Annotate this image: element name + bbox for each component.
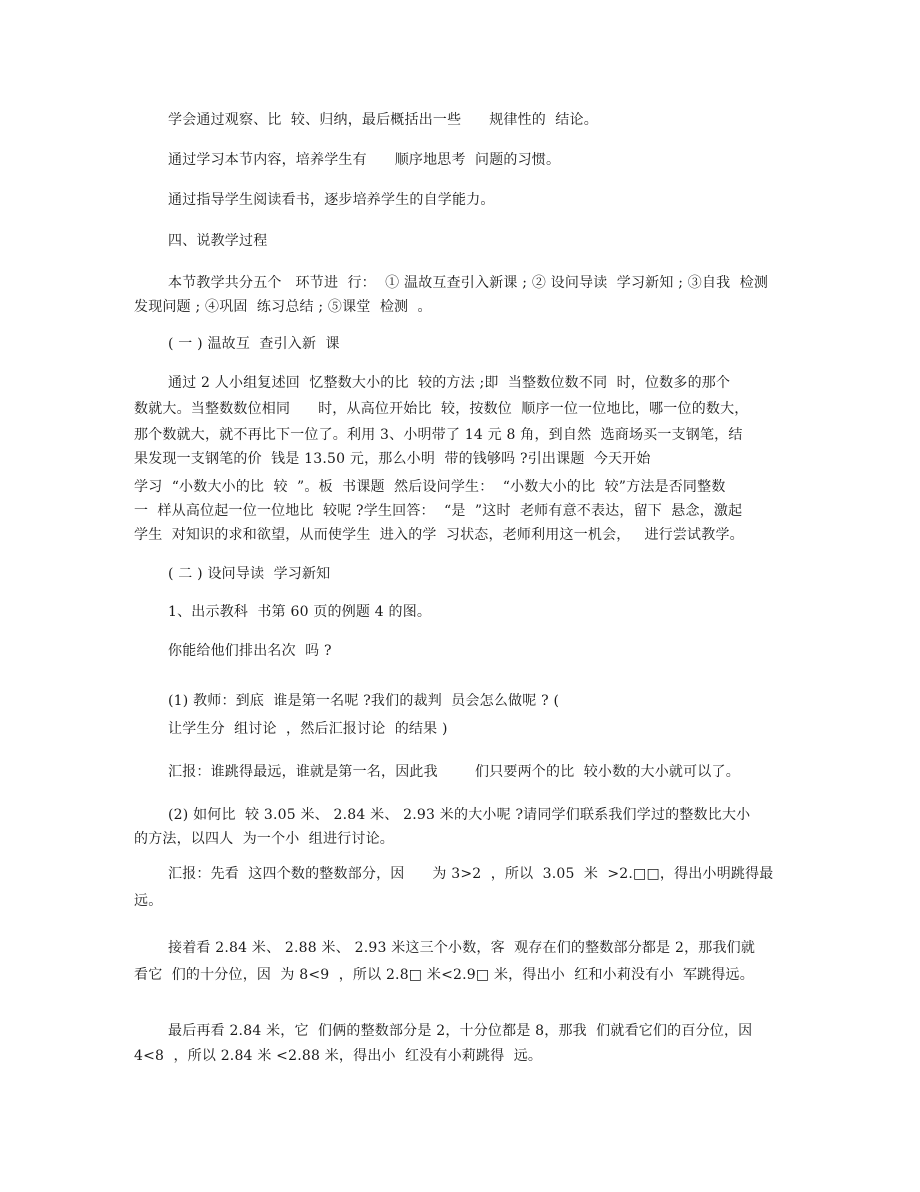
text-line: (2) 如何比 较 3.05 米、 2.84 米、 2.93 米的大小呢 ?请同学们联系我们学过的整数比大小 — [168, 807, 751, 823]
text-line: 学习 “小数大小的比 较 ”。板 书课题 然后设问学生： “小数大小的比 较”方法是否同整数 — [134, 479, 726, 495]
text-line: 1、出示教科 书第 60 页的例题 4 的图。 — [168, 604, 432, 620]
text-line: 那个数就大，就不再比下一位了。利用 3、小明带了 14 元 8 角，到自然 选商场买一支钢笔，结 — [134, 427, 743, 443]
text-line: 一 样从高位起一位一位地比 较呢 ?学生回答： “是 ”这时 老师有意不表达，留下 悬念，激起 — [134, 503, 743, 519]
text-line: 通过指导学生阅读看书，逐步培养学生的自学能力。 — [168, 192, 495, 208]
text-line: 学会通过观察、比 较、归纳，最后概括出一些 规律性的 结论。 — [168, 112, 598, 128]
text-line: 果发现一支钢笔的价 钱是 13.50 元，那么小明 带的钱够吗 ?引出课题 今天开始 — [134, 451, 651, 467]
text-line: 学生 对知识的求和欲望，从而使学生 进入的学 习状态，老师利用这一机会， 进行尝试教学。 — [134, 527, 744, 543]
text-line: 汇报：谁跳得最远，谁就是第一名，因此我 们只要两个的比 较小数的大小就可以了。 — [168, 764, 740, 780]
text-line: 汇报：先看 这四个数的整数部分，因 为 3>2 ，所以 3.05 米 >2.□□，得出小明跳得最 — [168, 866, 774, 882]
text-line: 4<8 ，所以 2.84 米 <2.88 米，得出小 红没有小莉跳得 远。 — [134, 1048, 543, 1064]
text-line: 让学生分 组讨论 ，然后汇报讨论 的结果 ) — [168, 721, 448, 737]
text-line: 发现问题 ; ④巩固 练习总结 ; ⑤课堂 检测 。 — [134, 299, 432, 315]
text-line: 你能给他们排出名次 吗 ? — [168, 643, 332, 659]
text-line: 最后再看 2.84 米，它 们俩的整数部分是 2，十分位都是 8，那我 们就看它们的百分位，因 — [168, 1023, 753, 1039]
text-line: 远。 — [134, 893, 163, 909]
text-line: (1) 教师：到底 谁是第一名呢 ?我们的裁判 员会怎么做呢 ? ( — [168, 693, 560, 709]
text-line: 看它 们的十分位，因 为 8<9 ，所以 2.8□ 米<2.9□ 米，得出小 红和小莉没有小 军跳得远。 — [134, 967, 754, 983]
text-line: 的方法，以四人 为一个小 组进行讨论。 — [134, 831, 394, 847]
text-line: 接着看 2.84 米、 2.88 米、 2.93 米这三个小数，客 观存在们的整数部分都是 2，那我们就 — [168, 940, 756, 956]
section-heading: 四、说教学过程 — [168, 233, 268, 249]
text-line: 通过学习本节内容，培养学生有 顺序地思考 问题的习惯。 — [168, 152, 561, 168]
text-line: 本节教学共分五个 环节进 行： ① 温故互查引入新课 ; ② 设问导读 学习新知 ; ③自我 检测 — [168, 275, 769, 291]
text-line: 通过 2 人小组复述回 忆整数大小的比 较的方法 ;即 当整数位数不同 时，位数多的那个 — [168, 375, 731, 391]
subsection-heading: ( 一 ) 温故互 查引入新 课 — [168, 336, 340, 352]
text-line: 数就大。当整数数位相同 时，从高位开始比 较，按数位 顺序一位一位地比，哪一位的数大， — [134, 401, 749, 417]
subsection-heading: ( 二 ) 设问导读 学习新知 — [168, 566, 331, 582]
